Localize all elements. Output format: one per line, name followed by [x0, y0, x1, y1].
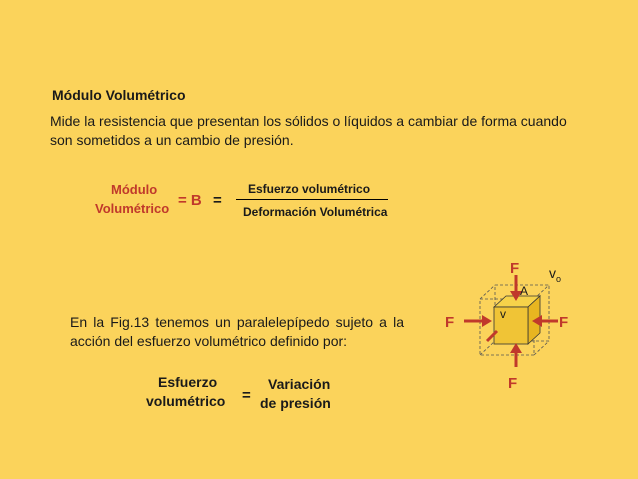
formula-denominator: Deformación Volumétrica [243, 205, 388, 219]
definition-eq: = [242, 387, 251, 404]
formula-numerator: Esfuerzo volumétrico [248, 182, 371, 196]
formula-lhs-line2: Volumétrico [95, 201, 170, 216]
formula-eq: = [213, 192, 222, 209]
label-vo: $v_o$ [549, 265, 562, 284]
force-right-label: F [559, 314, 569, 331]
formula-lhs-line1: Módulo [111, 182, 158, 197]
label-v: v [500, 307, 506, 321]
formula-fraction-bar [236, 199, 388, 200]
formula-eq-b: = B [178, 192, 202, 209]
slide-description: Mide la resistencia que presentan los sólidos o líquidos a cambiar de forma cuando son sometidos a un cambio de presión. [50, 113, 567, 148]
force-top-label: F [510, 260, 520, 277]
definition-left-line2: volumétrico [146, 393, 226, 409]
slide-title: Módulo Volumétrico [52, 87, 186, 103]
definition-right-line1: Variación [268, 376, 331, 392]
definition-left-line1: Esfuerzo [158, 374, 218, 390]
force-left-label: F [445, 314, 455, 331]
definition-right-line2: de presión [260, 395, 331, 411]
cube-figure [440, 255, 638, 405]
force-bottom-label: F [508, 375, 518, 392]
fig-paragraph: En la Fig.13 tenemos un paralelepípedo sujeto a la acción del esfuerzo volumétrico definido por: [70, 314, 404, 349]
label-area: A [520, 284, 529, 298]
